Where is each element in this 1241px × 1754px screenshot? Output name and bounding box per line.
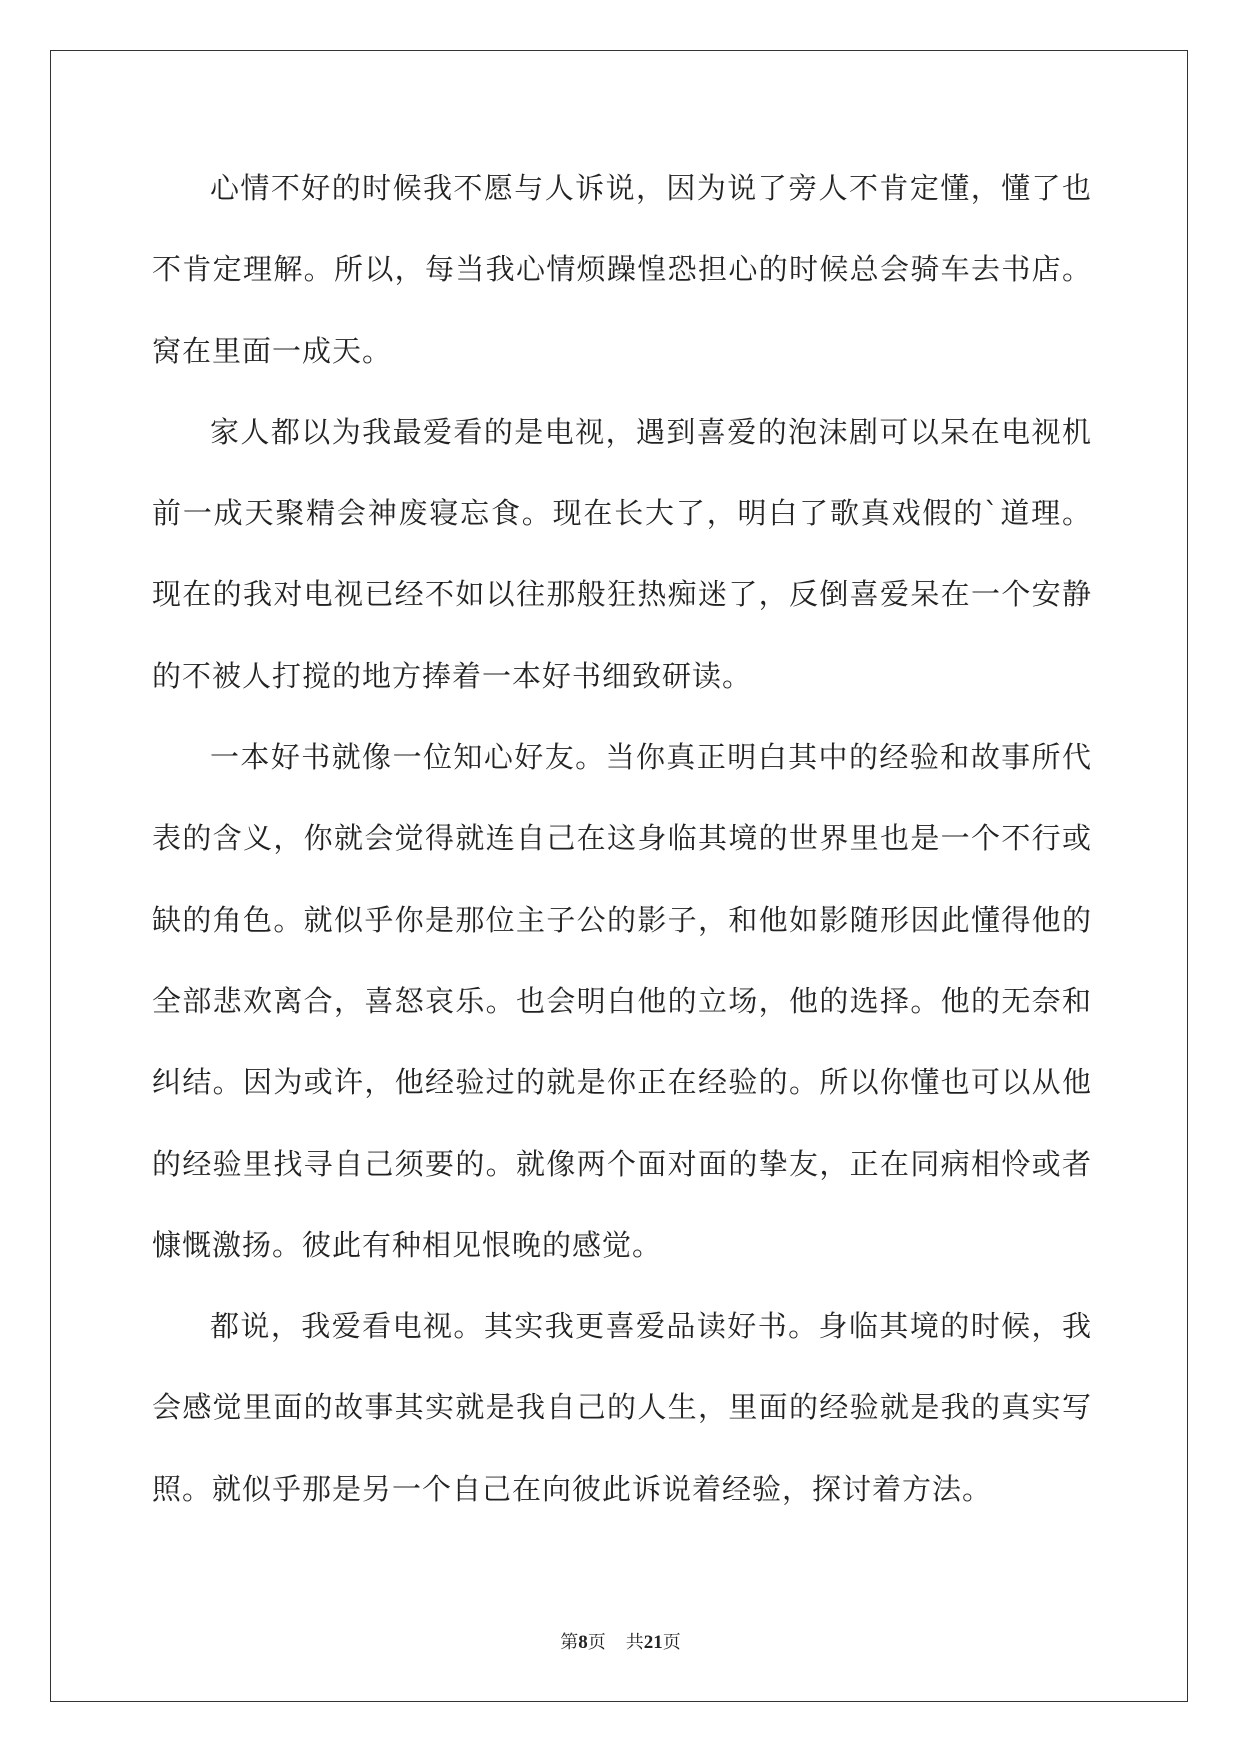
footer-total-suffix: 页: [662, 1632, 681, 1653]
total-page-number: 21: [643, 1632, 663, 1653]
paragraph: 一本好书就像一位知心好友。当你真正明白其中的经验和故事所代表的含义，你就会觉得就连自己在这身临其境的世界里也是一个不行或缺的角色。就似乎你是那位主子公的影子，和他如影随形因此懂得他的全部悲欢离合，喜怒哀乐。也会明白他的立场，他的选择。他的无奈和纠结。因为或许，他经验过的就是你正在经验的。所以你懂也可以从他的经验里找寻自己须要的。就像两个面对面的挚友，正在同病相怜或者慷慨激扬。彼此有种相见恨晚的感觉。: [152, 740, 1092, 1262]
paragraph: 心情不好的时候我不愿与人诉说，因为说了旁人不肯定懂，懂了也不肯定理解。所以，每当我心情烦躁惶恐担心的时候总会骑车去书店。窝在里面一成天。: [152, 171, 1092, 368]
footer-prefix: 第: [560, 1632, 579, 1653]
footer-total-prefix: 共: [625, 1632, 644, 1653]
paragraph: 都说，我爱看电视。其实我更喜爱品读好书。身临其境的时候，我会感觉里面的故事其实就是我自己的人生，里面的经验就是我的真实写照。就似乎那是另一个自己在向彼此诉说着经验，探讨着方法。: [152, 1309, 1092, 1506]
document-body: [152, 148, 1092, 1530]
current-page-number: 8: [578, 1632, 588, 1653]
page-footer: [0, 1628, 1241, 1654]
paragraph: 家人都以为我最爱看的是电视，遇到喜爱的泡沫剧可以呆在电视机前一成天聚精会神废寝忘食。现在长大了，明白了歌真戏假的`道理。现在的我对电视已经不如以往那般狂热痴迷了，反倒喜爱呆在一个安静的不被人打搅的地方捧着一本好书细致研读。: [152, 414, 1092, 693]
footer-page-suffix: 页: [587, 1632, 606, 1653]
